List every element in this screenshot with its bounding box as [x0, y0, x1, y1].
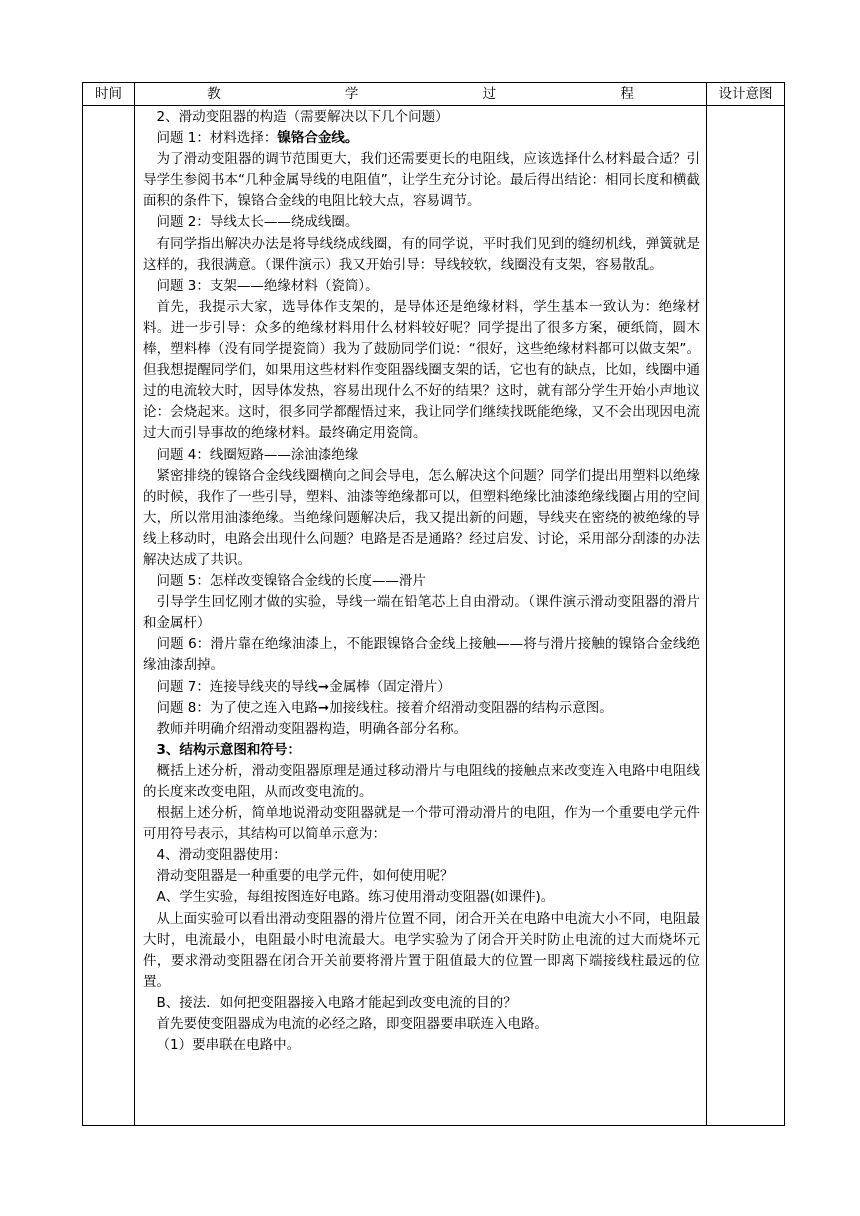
header-time: 时间 [83, 83, 135, 106]
process-paragraph [143, 719, 700, 740]
header-row [83, 83, 785, 106]
process-paragraph [143, 212, 700, 233]
header-process [135, 83, 707, 106]
process-paragraph [143, 698, 700, 719]
paragraph-text: 问题 7：连接导线夹的导线➞金属棒（固定滑片） [156, 678, 451, 695]
paragraph-text: 引导学生回忆刚才做的实验，导线一端在铅笔芯上自由滑动。（课件演示滑动变阻器的滑片和金属杆） [143, 594, 700, 632]
paragraph-text: 2、滑动变阻器的构造（需要解决以下几个问题） [156, 109, 449, 125]
header-process-char: 过 [482, 86, 497, 102]
paragraph-text: 问题 1：材料选择： [156, 130, 278, 147]
process-paragraph [143, 677, 700, 698]
process-paragraph [143, 740, 700, 761]
process-paragraph [143, 1014, 700, 1035]
lesson-table [82, 82, 785, 1126]
paragraph-text: 问题 2：导线太长——绕成线圈。 [156, 214, 359, 231]
content-row [83, 106, 785, 1126]
process-cell [135, 106, 707, 1126]
paragraph-bold-text: 镍铬合金线。 [277, 130, 359, 147]
paragraph-text: 首先，我提示大家，选导体作支架的，是导体还是绝缘材料，学生基本一致认为：绝缘材料。进一步引导：众多的绝缘材料用什么材料较好呢？同学提出了很多方案，硬纸筒，圆木棒，塑料棒（没有同学提瓷筒）我为了鼓励同学们说：“很好，这些绝缘材料都可以做支架”。但我想提醒同学们，如果用这些材料作变阻器线圈支架的话，它也有的缺点，比如，线圈中通过的电流较大时，因导体发热，容易出现什么不好的结果？这时，就有部分学生开始小声地议论：会烧起来。这时，很多同学都醒悟过来，我让同学们继续找既能绝缘，又不会出现因电流过大而引导事故的绝缘材料。最终确定用瓷筒。 [143, 298, 700, 442]
paragraph-text: （1）要串联在电路中。 [156, 1037, 301, 1054]
paragraph-bold-text: 3、结构示意图和符号： [156, 741, 301, 758]
design-cell [707, 106, 785, 1126]
paragraph-text: 从上面实验可以看出滑动变阻器的滑片位置不同，闭合开关在电路中电流大小不同，电阻最大时，电流最小，电阻最小时电流最大。电学实验为了闭合开关时防止电流的过大而烧坏元件，要求滑动变阻器在闭合开关前要将滑片置于阻值最大的位置一即离下端接线柱最远的位置。 [143, 910, 700, 990]
paragraph-text: 问题 8：为了使之连入电路➞加接线柱。接着介绍滑动变阻器的结构示意图。 [156, 699, 613, 716]
process-paragraph [143, 445, 700, 466]
paragraph-text: 为了滑动变阻器的调节范围更大，我们还需要更长的电阻线，应该选择什么材料最合适？引导学生参阅书本“几种金属导线的电阻值”，让学生充分讨论。最后得出结论：相同长度和横截面积的条件下，镍铬合金线的电阻比较大点，容易调节。 [143, 151, 700, 210]
header-process-char: 学 [344, 86, 359, 102]
process-content [135, 106, 706, 1125]
process-paragraph [143, 234, 700, 276]
process-paragraph [143, 761, 700, 803]
process-paragraph [143, 1035, 700, 1056]
process-paragraph [143, 993, 700, 1014]
process-paragraph [143, 845, 700, 866]
process-paragraph [143, 909, 700, 993]
process-paragraph [143, 297, 700, 445]
process-paragraph [143, 634, 700, 676]
process-paragraph [143, 107, 700, 128]
header-process-char: 教 [207, 86, 221, 102]
paragraph-text: 概括上述分析，滑动变阻器原理是通过移动滑片与电阻线的接触点来改变连入电路中电阻线的长度来改变电阻，从而改变电流的。 [143, 762, 700, 800]
paragraph-text: B、接法．如何把变阻器接入电路才能起到改变电流的目的？ [156, 994, 517, 1011]
process-paragraph [143, 571, 700, 592]
paragraph-text: 教师并明确介绍滑动变阻器构造，明确各部分名称。 [156, 720, 467, 737]
process-paragraph [143, 128, 700, 149]
process-paragraph [143, 466, 700, 571]
process-paragraph [143, 803, 700, 845]
header-design: 设计意图 [707, 83, 785, 106]
process-paragraph [143, 276, 700, 297]
paragraph-text: 问题 5：怎样改变镍铬合金线的长度——滑片 [156, 573, 426, 590]
paragraph-text: 紧密排绕的镍铬合金线线圈横向之间会导电，怎么解决这个问题？同学们提出用塑料以绝缘的时候，我作了一些引导，塑料、油漆等绝缘都可以，但塑料绝缘比油漆绝缘线圈占用的空间大，所以常用油漆绝缘。当绝缘问题解决后，我又提出新的问题，导线夹在密绕的被绝缘的导线上移动时，电路会出现什么问题？电路是否是通路？经过启发、讨论，采用部分刮漆的办法解决达成了共识。 [143, 467, 700, 568]
paragraph-text: 问题 4：线圈短路——涂油漆绝缘 [156, 446, 359, 463]
paragraph-text: 首先要使变阻器成为电流的必经之路，即变阻器要串联连入电路。 [156, 1016, 548, 1033]
paragraph-text: 滑动变阻器是一种重要的电学元件，如何使用呢？ [156, 868, 454, 885]
paragraph-text: 4、滑动变阻器使用： [156, 847, 287, 864]
header-process-char: 程 [620, 86, 634, 102]
process-paragraph [143, 592, 700, 634]
process-paragraph [143, 866, 700, 887]
paragraph-text: 问题 6：滑片靠在绝缘油漆上，不能跟镍铬合金线上接触——将与滑片接触的镍铬合金线绝缘油漆刮掉。 [143, 636, 700, 674]
paragraph-text: 根据上述分析，简单地说滑动变阻器就是一个带可滑动滑片的电阻，作为一个重要电学元件可用符号表示，其结构可以简单示意为： [143, 805, 700, 843]
process-paragraph [143, 887, 700, 908]
paragraph-text: 有同学指出解决办法是将导线绕成线圈，有的同学说，平时我们见到的缝纫机线，弹簧就是这样的，我很满意。（课件演示）我又开始引导：导线较软，线圈没有支架，容易散乱。 [143, 235, 700, 273]
paragraph-text: 问题 3：支架——绝缘材料（瓷筒）。 [156, 277, 379, 294]
paragraph-text: A、学生实验，每组按图连好电路。练习使用滑动变阻器(如课件)。 [156, 889, 555, 906]
time-cell [83, 106, 135, 1126]
process-paragraph [143, 149, 700, 212]
